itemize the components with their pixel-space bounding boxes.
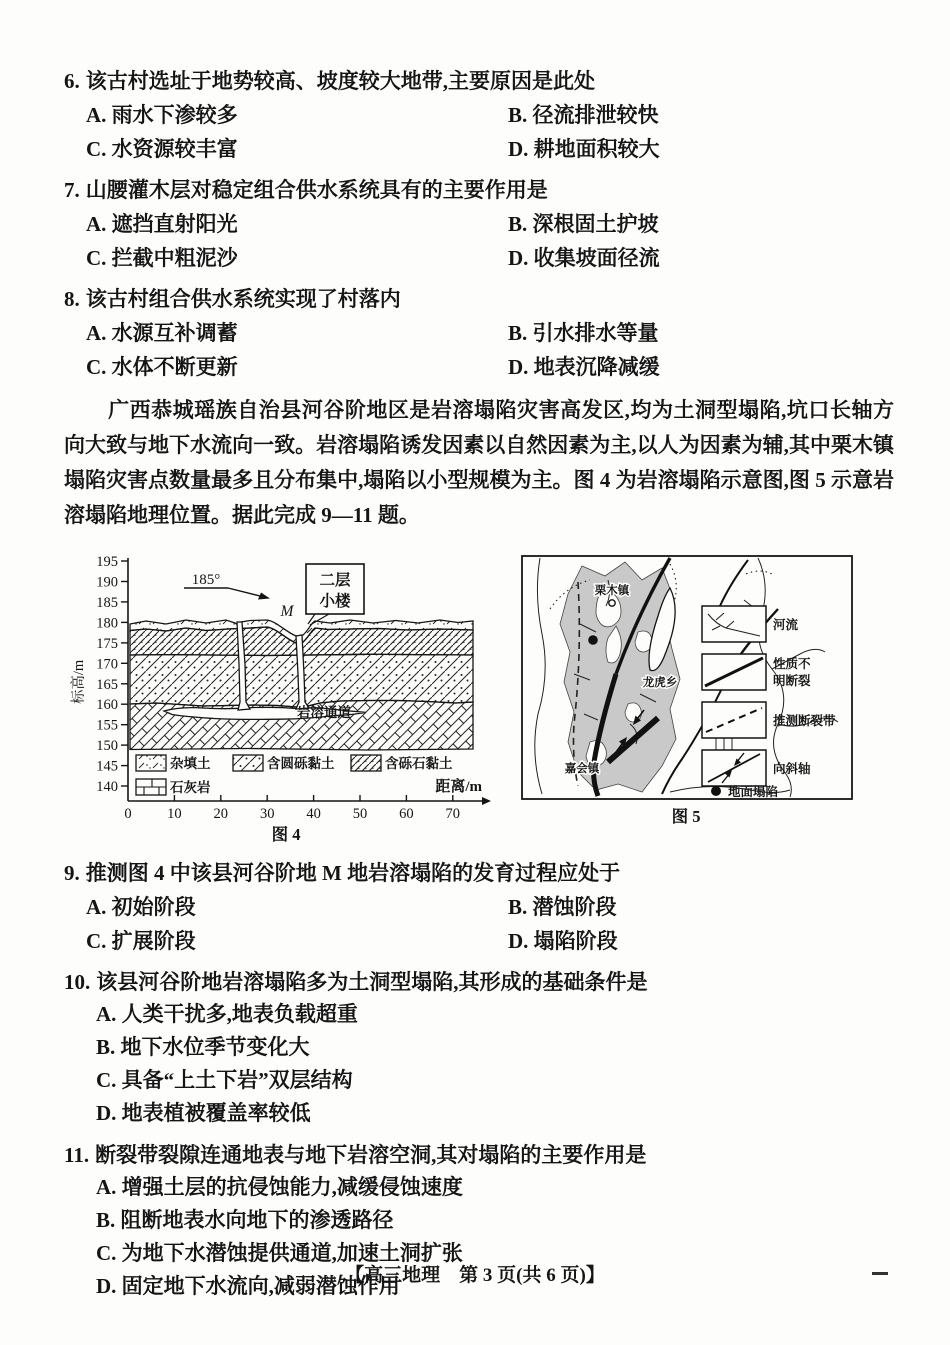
direction-arrow	[184, 572, 270, 600]
question-9-head	[64, 858, 894, 889]
question-7	[64, 175, 894, 274]
question-10	[64, 967, 894, 1130]
x-tick-label: 40	[306, 806, 321, 822]
fig4-x-tick-labels	[124, 806, 460, 822]
fig4-legend	[136, 755, 453, 795]
question-number: 8.	[64, 287, 80, 311]
y-tick-label: 195	[96, 554, 118, 570]
option-d: D. 塌陷阶段	[508, 929, 618, 953]
x-tick-label: 70	[445, 806, 461, 822]
legend-label-fault-line1: 性质不	[773, 657, 811, 671]
legend-label-fault-line2: 明断裂	[773, 674, 811, 688]
strata	[130, 620, 473, 750]
y-tick-label: 150	[96, 738, 118, 755]
option-c: C. 为地下水潜蚀提供通道,加速土洞扩张	[96, 1241, 463, 1265]
option-d: D. 地表沉降减缓	[508, 355, 660, 379]
x-tick-label: 60	[399, 806, 414, 822]
question-text: 该古村选址于地势较高、坡度较大地带,主要原因是此处	[85, 69, 595, 93]
figure5-map	[520, 554, 860, 830]
building-label-line2: 小楼	[319, 593, 351, 610]
legend-label-fill-soil: 杂填土	[170, 756, 211, 771]
fig4-y-tick-labels	[96, 554, 118, 795]
question-6	[64, 66, 894, 165]
option-b: B. 潜蚀阶段	[508, 895, 617, 919]
y-axis-title: 标高/m	[71, 659, 87, 705]
y-tick-label: 180	[96, 615, 118, 632]
question-10-head	[64, 967, 894, 998]
y-tick-label: 190	[96, 574, 118, 591]
x-tick-label: 0	[124, 806, 132, 822]
question-number: 11.	[64, 1143, 90, 1167]
option-c: C. 水体不断更新	[86, 355, 238, 379]
question-11-head	[64, 1140, 894, 1171]
option-a: A. 人类干扰多,地表负载超重	[96, 1002, 358, 1026]
option-c: C. 拦截中粗泥沙	[86, 246, 238, 270]
option-c: C. 水资源较丰富	[86, 137, 238, 161]
question-number: 6.	[64, 69, 80, 93]
y-tick-label: 175	[96, 635, 118, 652]
building-callout	[306, 564, 364, 625]
collapse-legend-dot	[711, 786, 721, 796]
option-c: C. 扩展阶段	[86, 929, 196, 953]
legend-label-collapse: 地面塌陷	[728, 785, 779, 799]
figures-row	[68, 554, 894, 848]
y-tick-label: 170	[96, 656, 118, 673]
x-tick-label: 20	[213, 806, 229, 822]
question-number: 9.	[64, 861, 80, 885]
fig4-x-ticks	[174, 795, 452, 801]
x-tick-label: 10	[167, 806, 182, 822]
option-a: A. 初始阶段	[86, 895, 196, 919]
x-axis-title: 距离/m	[435, 779, 482, 795]
legend-label-limestone: 石灰岩	[170, 780, 211, 795]
town-label-longhu: 龙虎乡	[642, 677, 678, 689]
option-d: D. 耕地面积较大	[508, 137, 660, 161]
collapse-point-marker	[588, 635, 598, 645]
question-text: 该县河谷阶地岩溶塌陷多为土洞型塌陷,其形成的基础条件是	[96, 970, 648, 994]
option-d: D. 地表植被覆盖率较低	[96, 1101, 311, 1125]
question-9	[64, 858, 894, 957]
town-label-jiahui: 嘉会镇	[564, 763, 600, 775]
option-b: B. 径流排泄较快	[508, 103, 659, 127]
question-text: 山腰灌木层对稳定组合供水系统具有的主要作用是	[85, 178, 548, 202]
option-d: D. 收集坡面径流	[508, 246, 660, 270]
option-c: C. 具备“上土下岩”双层结构	[96, 1068, 353, 1092]
option-a: A. 增强土层的抗侵蚀能力,减缓侵蚀速度	[96, 1175, 463, 1199]
legend-label-inferred-fault: 推测断裂带	[773, 714, 836, 728]
y-tick-label: 185	[96, 594, 118, 611]
figure4-caption: 图 4	[271, 825, 301, 844]
figure5-caption: 图 5	[671, 807, 701, 826]
legend-label-river: 河流	[773, 618, 799, 632]
question-8-head	[64, 284, 894, 315]
y-tick-label: 155	[96, 717, 118, 734]
x-tick-label: 30	[259, 806, 275, 822]
fig4-y-ticks	[121, 561, 128, 786]
karst-channel-label: 岩溶通道	[297, 705, 351, 720]
figure4-cross-section	[68, 554, 500, 848]
question-7-head	[64, 175, 894, 206]
x-axis-arrow	[482, 797, 491, 805]
point-m-label: M	[280, 603, 294, 620]
legend-label-gravel-clay: 含砾石黏土	[385, 756, 453, 771]
question-6-head	[64, 66, 894, 97]
option-b: B. 引水排水等量	[508, 321, 659, 345]
question-text: 该古村组合供水系统实现了村落内	[85, 287, 401, 311]
y-tick-label: 160	[96, 697, 118, 714]
legend-label-syncline: 向斜轴	[773, 762, 811, 776]
passage-text: 广西恭城瑶族自治县河谷阶地区是岩溶塌陷灾害高发区,均为土洞型塌陷,坑口长轴方向大致与地下水流向一致。岩溶塌陷诱发因素以自然因素为主,以人为因素为辅,其中栗木镇塌陷灾害点数量最多且分布集中,塌陷以小型规模为主。图 4 为岩溶塌陷示意图,图 5 示意岩溶塌陷地理位置。据此完成 9—11 题。	[64, 398, 894, 527]
option-b: B. 阻断地表水向地下的渗透路径	[96, 1208, 394, 1232]
option-b: B. 地下水位季节变化大	[96, 1035, 310, 1059]
town-label-limu: 栗木镇	[594, 585, 630, 597]
page-footer: 【高三地理 第 3 页(共 6 页)】	[345, 1265, 605, 1286]
y-tick-label: 140	[96, 779, 118, 795]
question-text: 断裂带裂隙连通地表与地下岩溶空洞,其对塌陷的主要作用是	[95, 1143, 647, 1167]
building-label-line1: 二层	[319, 572, 351, 589]
scan-edge-mark	[872, 1272, 888, 1275]
y-tick-label: 165	[96, 676, 118, 693]
direction-label: 185°	[191, 572, 221, 588]
option-a: A. 遮挡直射阳光	[86, 212, 238, 236]
option-d: D. 固定地下水流向,减弱潜蚀作用	[96, 1274, 400, 1298]
option-a: A. 水源互补调蓄	[86, 321, 238, 345]
option-b: B. 深根固土护坡	[508, 212, 659, 236]
question-number: 7.	[64, 178, 80, 202]
y-tick-label: 145	[96, 758, 118, 775]
question-8	[64, 284, 894, 383]
x-tick-label: 50	[352, 806, 368, 822]
legend-label-round-gravel-clay: 含圆砾黏土	[267, 756, 335, 771]
question-text: 推测图 4 中该县河谷阶地 M 地岩溶塌陷的发育过程应处于	[85, 861, 621, 885]
question-number: 10.	[64, 970, 91, 994]
option-a: A. 雨水下渗较多	[86, 103, 238, 127]
town-marker-limu	[609, 600, 615, 606]
